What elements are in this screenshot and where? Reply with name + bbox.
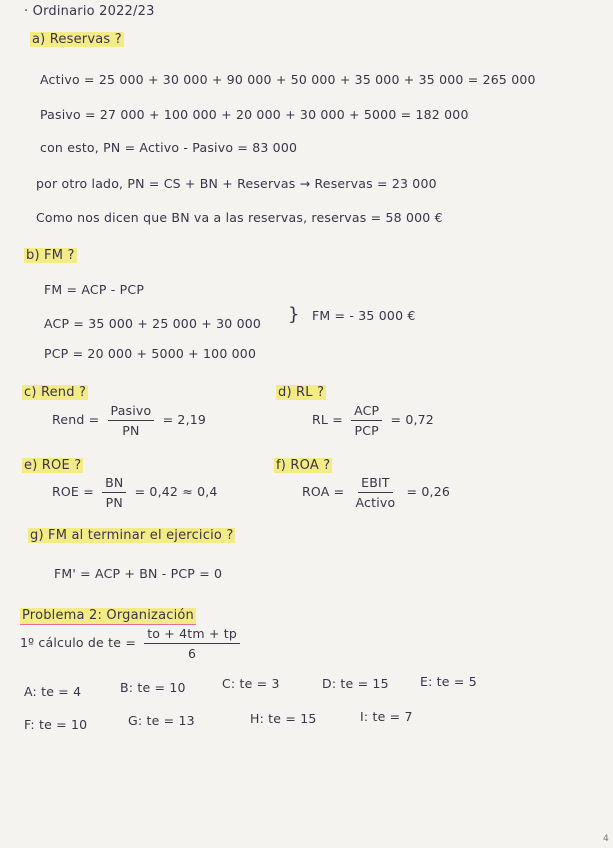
problem-2-title-text: Problema 2: Organización: [22, 608, 194, 623]
activity-a: A: te = 4: [24, 684, 82, 699]
rl-fraction: [351, 403, 382, 438]
reservas-equation: por otro lado, PN = CS + BN + Reservas → Reservas = 23 000: [36, 176, 437, 191]
page-title-text: Ordinario 2022/23: [32, 4, 155, 19]
roa-fraction: [353, 475, 399, 510]
question-a-text: a) Reservas ?: [32, 32, 122, 47]
pasivo-equation: Pasivo = 27 000 + 100 000 + 20 000 + 30 000 + 5000 = 182 000: [40, 107, 469, 122]
roe-lhs: ROE =: [52, 484, 94, 499]
rend-lhs: Rend =: [52, 412, 100, 427]
roe-equation: [52, 475, 218, 510]
activity-g: G: te = 13: [128, 713, 195, 728]
reservas-conclusion: Como nos dicen que BN va a las reservas, reservas = 58 000 €: [36, 210, 443, 225]
rend-fraction: [108, 403, 155, 438]
roa-denominator: Activo: [355, 495, 396, 510]
activity-f: F: te = 10: [24, 717, 88, 732]
acp-equation: ACP = 35 000 + 25 000 + 30 000: [44, 316, 262, 331]
roa-result: = 0,26: [406, 484, 450, 499]
activity-h: H: te = 15: [250, 711, 317, 726]
te-numerator: to + 4tm + tp: [144, 626, 240, 644]
te-formula-label: 1º cálculo de: [20, 635, 104, 650]
fm-formula: FM = ACP - PCP: [44, 282, 145, 297]
rend-equation: [52, 403, 206, 438]
question-e-text: e) ROE ?: [24, 458, 82, 473]
question-b-text: b) FM ?: [26, 248, 75, 263]
rl-numerator: ACP: [351, 403, 382, 421]
te-equals: =: [125, 635, 136, 650]
question-d-text: d) RL ?: [278, 385, 325, 400]
roa-numerator: EBIT: [358, 475, 393, 493]
question-g-text: g) FM al terminar el ejercicio ?: [30, 528, 234, 543]
roe-fraction: [102, 475, 126, 510]
fm-final-equation: FM' = ACP + BN - PCP = 0: [54, 566, 223, 581]
question-c-text: c) Rend ?: [24, 385, 87, 400]
roe-numerator: BN: [102, 475, 126, 493]
roe-result: = 0,42 ≈ 0,4: [134, 484, 218, 499]
te-fraction: [144, 626, 240, 661]
question-f-text: f) ROA ?: [276, 458, 331, 473]
problem-2-title: [20, 608, 196, 623]
brace: }: [288, 304, 300, 325]
roa-lhs: ROA =: [302, 484, 345, 499]
question-d-label: [276, 385, 326, 400]
rl-equation: [312, 403, 434, 438]
rend-numerator: Pasivo: [108, 403, 155, 421]
activity-d: D: te = 15: [322, 676, 389, 691]
pcp-equation: PCP = 20 000 + 5000 + 100 000: [44, 346, 257, 361]
rend-denominator: PN: [122, 423, 140, 438]
pn-equation: con esto, PN = Activo - Pasivo = 83 000: [40, 140, 298, 155]
te-denominator: 6: [188, 646, 197, 661]
rl-lhs: RL =: [312, 412, 343, 427]
activity-c: C: te = 3: [222, 676, 280, 691]
question-c-label: [22, 385, 88, 400]
rend-result: = 2,19: [162, 412, 207, 427]
question-b-label: [24, 248, 77, 263]
activo-equation: Activo = 25 000 + 30 000 + 90 000 + 50 000 + 35 000 + 35 000 = 265 000: [40, 72, 536, 87]
question-g-label: [28, 528, 235, 543]
question-a-label: [30, 32, 124, 47]
question-e-label: [22, 458, 83, 473]
page-number: 4: [603, 834, 609, 844]
activity-e: E: te = 5: [420, 674, 477, 689]
rl-result: = 0,72: [390, 412, 434, 427]
page-title: · Ordinario 2022/23: [24, 4, 155, 19]
fm-result: FM = - 35 000 €: [312, 308, 416, 323]
activity-i: I: te = 7: [360, 709, 413, 724]
roa-equation: [302, 475, 450, 510]
rl-denominator: PCP: [354, 423, 379, 438]
roe-denominator: PN: [105, 495, 123, 510]
activity-b: B: te = 10: [120, 680, 186, 695]
te-variable: te: [108, 635, 122, 650]
question-f-label: [274, 458, 332, 473]
te-formula: [20, 626, 244, 661]
